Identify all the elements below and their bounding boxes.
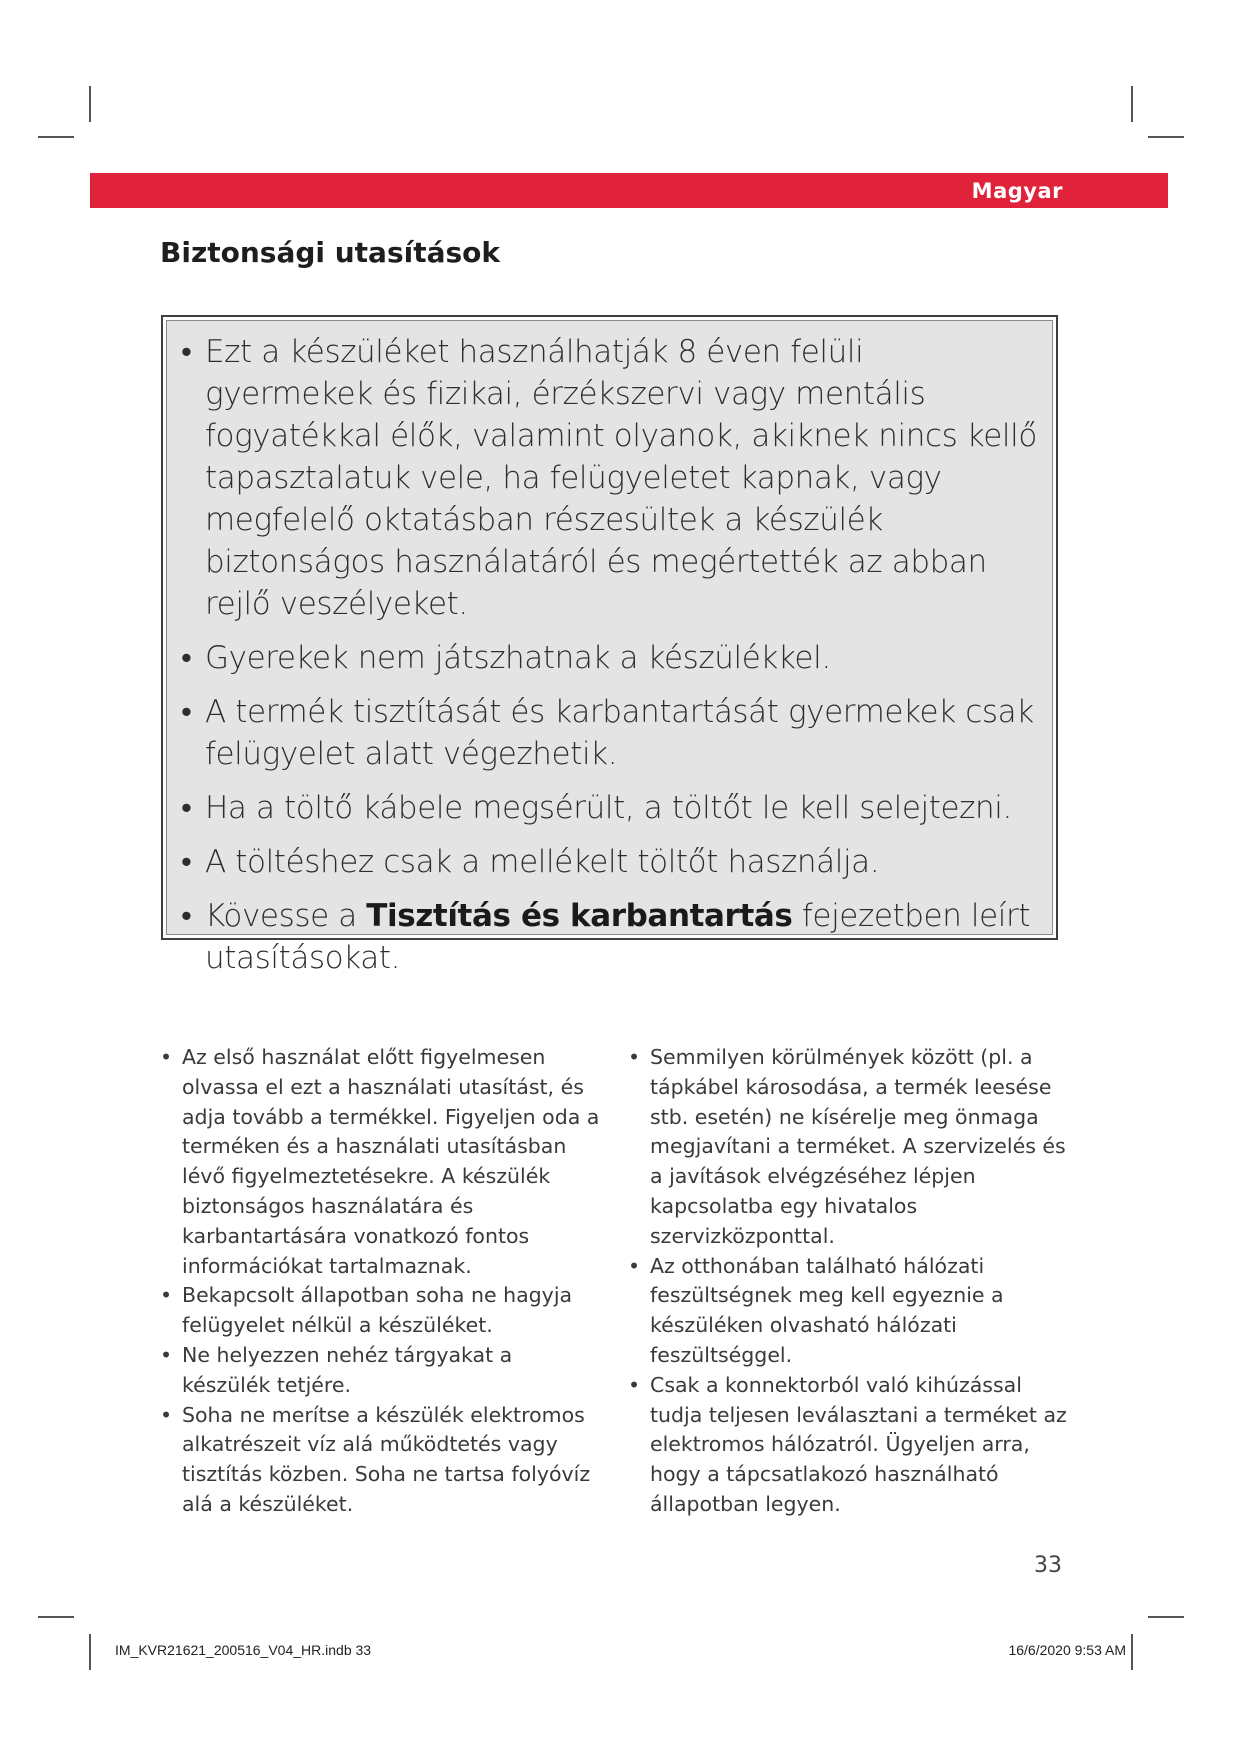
crop-mark bbox=[89, 86, 91, 122]
language-header-bar bbox=[90, 173, 1168, 208]
warning-item-suffix: fejezetben leírt utasításokat. bbox=[205, 898, 1031, 976]
instruction-item: • Csak a konnektorból való kihúzással tudja teljesen leválasztani a terméket az elektromos hálózatról. Ügyeljen arra, hogy a tápcsatlakozó használható állapotban legyen. bbox=[628, 1371, 1068, 1520]
instruction-item: • Soha ne merítse a készülék elektromos alkatrészeit víz alá működtetés vagy tisztítás közben. Soha ne tartsa folyóvíz alá a készüléket. bbox=[160, 1401, 600, 1520]
warning-item: • Ezt a készüléket használhatják 8 éven felüli gyermekek és fizikai, érzékszervi vagy mentális fogyatékkal élők, valamint olyanok, akiknek nincs kellő tapasztalatuk vele, ha felügyeletet kapnak, vagy megfelelő oktatásban részesültek a készülék biztonságos használatáról és megértették az abban rejlő veszélyeket. bbox=[181, 331, 1040, 625]
warning-item-prefix: Kövesse a bbox=[205, 898, 367, 934]
footer-date: 16/6/2020 9:53 AM bbox=[1008, 1642, 1126, 1658]
instruction-item: • Az otthonában található hálózati feszültségnek meg kell egyeznie a készüléken olvasható hálózati feszültséggel. bbox=[628, 1252, 1068, 1371]
left-column bbox=[160, 1043, 600, 1520]
right-column bbox=[628, 1043, 1068, 1520]
crop-mark bbox=[1148, 1616, 1184, 1618]
warning-box bbox=[161, 315, 1058, 976]
right-instruction-list bbox=[628, 1043, 1068, 1520]
instruction-item: • Ne helyezzen nehéz tárgyakat a készülék tetjére. bbox=[160, 1341, 600, 1401]
crop-mark bbox=[89, 1634, 91, 1670]
page-title: Biztonsági utasítások bbox=[160, 236, 501, 269]
warning-list bbox=[181, 331, 1040, 979]
crop-mark bbox=[1131, 86, 1133, 122]
instruction-item: • Az első használat előtt figyelmesen olvassa el ezt a használati utasítást, és adja tovább a termékkel. Figyeljen oda a terméken és a használati utasításban lévő figyelmeztetésekre. A készülék biztonságos használatára és karbantartására vonatkozó fontos információkat tartalmaznak. bbox=[160, 1043, 600, 1281]
page-number: 33 bbox=[1034, 1553, 1062, 1578]
instruction-item: • Bekapcsolt állapotban soha ne hagyja felügyelet nélkül a készüléket. bbox=[160, 1281, 600, 1341]
crop-mark bbox=[38, 136, 74, 138]
warning-item: • A termék tisztítását és karbantartását gyermekek csak felügyelet alatt végezhetik. bbox=[181, 691, 1040, 775]
warning-item-cleaning bbox=[181, 895, 1040, 979]
instruction-item: • Semmilyen körülmények között (pl. a tápkábel károsodása, a termék leesése stb. esetén) ne kísérelje meg önmaga megjavítani a terméket. A szervizelés és a javítások elvégzéséhez lépjen kapcsolatba egy hivatalos szervizközponttal. bbox=[628, 1043, 1068, 1252]
warning-box-inner bbox=[166, 320, 1053, 976]
crop-mark bbox=[1148, 136, 1184, 138]
crop-mark bbox=[1131, 1634, 1133, 1670]
chapter-reference: Tisztítás és karbantartás bbox=[366, 898, 793, 934]
footer-file-info: IM_KVR21621_200516_V04_HR.indb 33 bbox=[115, 1642, 372, 1658]
warning-item: • Gyerekek nem játszhatnak a készülékkel. bbox=[181, 637, 1040, 679]
left-instruction-list bbox=[160, 1043, 600, 1520]
warning-item: • A töltéshez csak a mellékelt töltőt használja. bbox=[181, 841, 1040, 883]
warning-item: • Ha a töltő kábele megsérült, a töltőt le kell selejtezni. bbox=[181, 787, 1040, 829]
crop-mark bbox=[38, 1616, 74, 1618]
language-label: Magyar bbox=[971, 179, 1063, 203]
